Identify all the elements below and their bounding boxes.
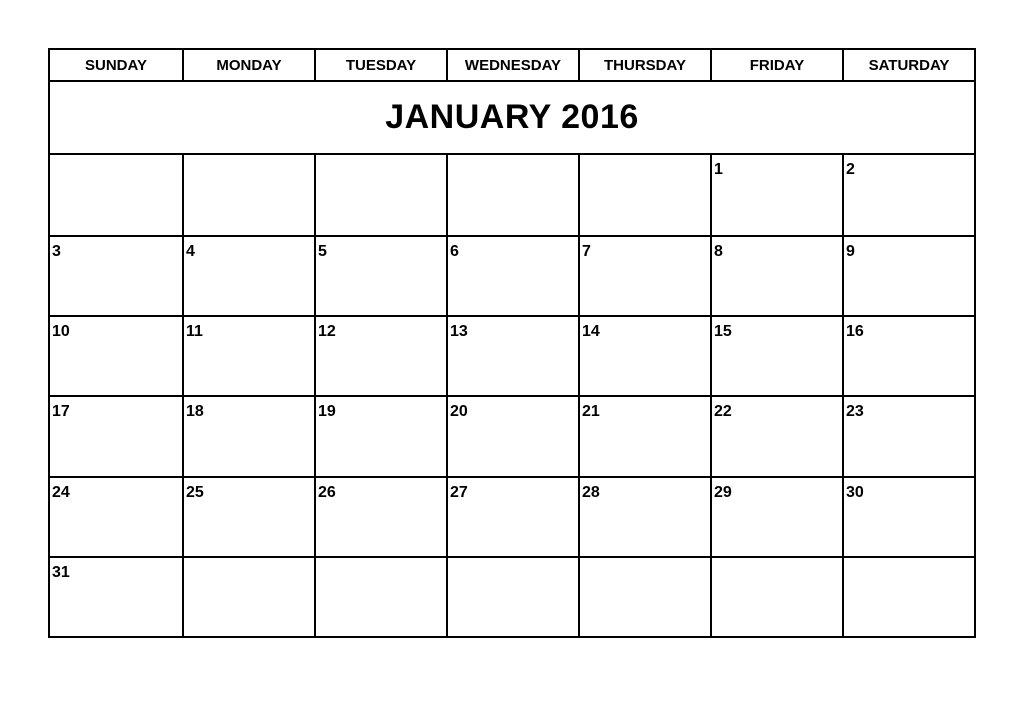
day-cell: [842, 155, 974, 235]
day-grid: [50, 155, 974, 636]
day-number: 14: [582, 323, 600, 341]
day-cell: [446, 235, 578, 315]
day-cell: [710, 235, 842, 315]
day-cell: [842, 235, 974, 315]
day-cell: [710, 476, 842, 556]
day-cell: [710, 155, 842, 235]
day-number: 25: [186, 483, 204, 501]
day-cell: [50, 395, 182, 475]
day-number: 1: [714, 161, 723, 178]
day-number: 28: [582, 483, 600, 501]
day-number: 27: [450, 483, 468, 501]
day-cell: [578, 556, 710, 636]
day-cell: [314, 155, 446, 235]
day-cell: [578, 315, 710, 395]
day-number: 8: [714, 243, 723, 261]
day-number: 7: [582, 243, 591, 261]
month-title: JANUARY 2016: [385, 98, 639, 136]
day-number: 9: [846, 243, 855, 261]
day-cell: [50, 315, 182, 395]
day-number: 16: [846, 323, 864, 341]
day-cell: [842, 476, 974, 556]
day-number: 29: [714, 483, 732, 501]
day-number: 15: [714, 323, 732, 341]
day-cell: [710, 556, 842, 636]
day-cell: [446, 395, 578, 475]
day-cell: [578, 155, 710, 235]
day-cell: [182, 235, 314, 315]
weekday-friday: FRIDAY: [710, 50, 842, 80]
day-cell: [50, 476, 182, 556]
day-cell: [182, 155, 314, 235]
day-cell: [446, 476, 578, 556]
day-cell: [182, 315, 314, 395]
day-cell: [842, 395, 974, 475]
weekday-header-row: [50, 50, 974, 82]
day-cell: [314, 556, 446, 636]
day-number: 3: [52, 243, 61, 261]
day-cell: [710, 315, 842, 395]
day-number: 19: [318, 403, 336, 421]
weekday-thursday: THURSDAY: [578, 50, 710, 80]
day-number: 13: [450, 323, 468, 341]
day-number: 21: [582, 403, 600, 421]
weekday-wednesday: WEDNESDAY: [446, 50, 578, 80]
day-cell: [578, 395, 710, 475]
day-cell: [50, 155, 182, 235]
day-number: 23: [846, 403, 864, 421]
weekday-monday: MONDAY: [182, 50, 314, 80]
day-number: 24: [52, 483, 70, 501]
day-cell: [446, 556, 578, 636]
day-cell: [50, 556, 182, 636]
day-number: 30: [846, 483, 864, 501]
day-number: 12: [318, 323, 336, 341]
day-cell: [710, 395, 842, 475]
day-cell: [314, 476, 446, 556]
day-number: 4: [186, 243, 195, 261]
day-number: 26: [318, 483, 336, 501]
day-cell: [842, 556, 974, 636]
day-cell: [314, 235, 446, 315]
day-number: 22: [714, 403, 732, 421]
day-cell: [182, 556, 314, 636]
weekday-sunday: SUNDAY: [85, 56, 147, 74]
day-cell: [314, 315, 446, 395]
day-cell: [446, 155, 578, 235]
day-cell: [50, 235, 182, 315]
day-cell: [182, 476, 314, 556]
day-cell: [578, 476, 710, 556]
weekday-tuesday: TUESDAY: [314, 50, 446, 80]
day-number: 6: [450, 243, 459, 261]
day-number: 2: [846, 161, 855, 178]
day-number: 18: [186, 403, 204, 421]
day-number: 5: [318, 243, 327, 261]
day-cell: [578, 235, 710, 315]
day-number: 10: [52, 323, 70, 341]
month-title-row: [50, 82, 974, 155]
day-number: 20: [450, 403, 468, 421]
day-number: 11: [186, 323, 203, 341]
day-cell: [314, 395, 446, 475]
day-number: 17: [52, 403, 70, 421]
day-cell: [446, 315, 578, 395]
weekday-saturday: SATURDAY: [842, 50, 974, 80]
day-cell: [842, 315, 974, 395]
day-cell: [182, 395, 314, 475]
day-number: 31: [52, 563, 70, 581]
calendar-grid: [48, 48, 976, 638]
